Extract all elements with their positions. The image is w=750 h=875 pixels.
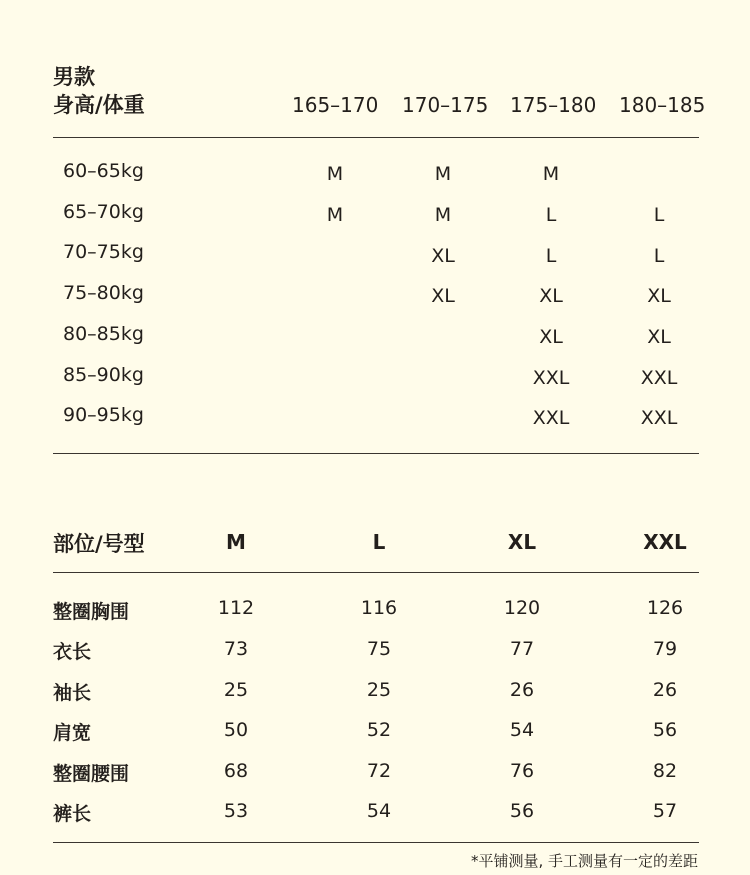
height-column-2: 170–175 — [402, 93, 489, 117]
measurement-value: 25 — [366, 679, 392, 701]
size-cell: XL — [539, 285, 563, 307]
size-cell: XXL — [532, 367, 570, 389]
measurement-value: 56 — [509, 800, 535, 822]
size-table-bottom-rule — [53, 842, 699, 843]
size-cell: XL — [647, 326, 671, 348]
weight-label: 70–75kg — [63, 241, 144, 263]
measurement-value: 57 — [652, 800, 678, 822]
height-column-1: 165–170 — [292, 93, 379, 117]
measurement-footnote: *平铺测量, 手工测量有一定的差距 — [470, 852, 698, 870]
part-label: 裤长 — [53, 803, 92, 825]
measurement-value: 54 — [366, 800, 392, 822]
size-column-l: L — [372, 530, 386, 554]
size-cell: XXL — [532, 407, 570, 429]
size-cell: XXL — [640, 407, 678, 429]
weight-label: 60–65kg — [63, 160, 144, 182]
weight-label: 80–85kg — [63, 323, 144, 345]
men-table-top-rule — [53, 137, 699, 138]
measurement-value: 73 — [223, 638, 249, 660]
measurement-value: 116 — [360, 597, 398, 619]
men-table-title: 男款 — [53, 65, 95, 89]
measurement-value: 75 — [366, 638, 392, 660]
size-cell: M — [326, 163, 344, 185]
size-cell: M — [326, 204, 344, 226]
size-cell: XXL — [640, 367, 678, 389]
measurement-value: 112 — [217, 597, 255, 619]
size-cell: M — [434, 163, 452, 185]
measurement-value: 82 — [652, 760, 678, 782]
measurement-value: 79 — [652, 638, 678, 660]
weight-label: 85–90kg — [63, 364, 144, 386]
weight-label: 90–95kg — [63, 404, 144, 426]
height-column-4: 180–185 — [619, 93, 706, 117]
measurement-value: 72 — [366, 760, 392, 782]
measurement-value: 120 — [503, 597, 541, 619]
part-label: 袖长 — [53, 682, 92, 704]
measurement-value: 50 — [223, 719, 249, 741]
measurement-value: 68 — [223, 760, 249, 782]
size-table-top-rule — [53, 572, 699, 573]
part-size-header: 部位/号型 — [53, 532, 145, 556]
height-column-3: 175–180 — [510, 93, 597, 117]
size-cell: XL — [647, 285, 671, 307]
measurement-value: 52 — [366, 719, 392, 741]
measurement-value: 76 — [509, 760, 535, 782]
weight-label: 75–80kg — [63, 282, 144, 304]
measurement-value: 126 — [646, 597, 684, 619]
part-label: 整圈腰围 — [53, 763, 130, 785]
part-label: 衣长 — [53, 641, 92, 663]
size-cell: L — [653, 245, 665, 267]
size-column-xl: XL — [507, 530, 537, 554]
size-cell: XL — [431, 245, 455, 267]
size-cell: M — [434, 204, 452, 226]
size-cell: M — [542, 163, 560, 185]
size-cell: L — [653, 204, 665, 226]
measurement-value: 53 — [223, 800, 249, 822]
size-column-xxl: XXL — [643, 530, 687, 554]
size-cell: XL — [431, 285, 455, 307]
measurement-value: 26 — [652, 679, 678, 701]
size-column-m: M — [226, 530, 246, 554]
weight-label: 65–70kg — [63, 201, 144, 223]
measurement-value: 54 — [509, 719, 535, 741]
size-cell: L — [545, 204, 557, 226]
measurement-value: 56 — [652, 719, 678, 741]
measurement-value: 25 — [223, 679, 249, 701]
size-cell: XL — [539, 326, 563, 348]
measurement-value: 77 — [509, 638, 535, 660]
height-weight-header: 身高/体重 — [53, 93, 145, 117]
part-label: 肩宽 — [53, 722, 92, 744]
part-label: 整圈胸围 — [53, 601, 130, 623]
size-cell: L — [545, 245, 557, 267]
men-table-bottom-rule — [53, 453, 699, 454]
measurement-value: 26 — [509, 679, 535, 701]
